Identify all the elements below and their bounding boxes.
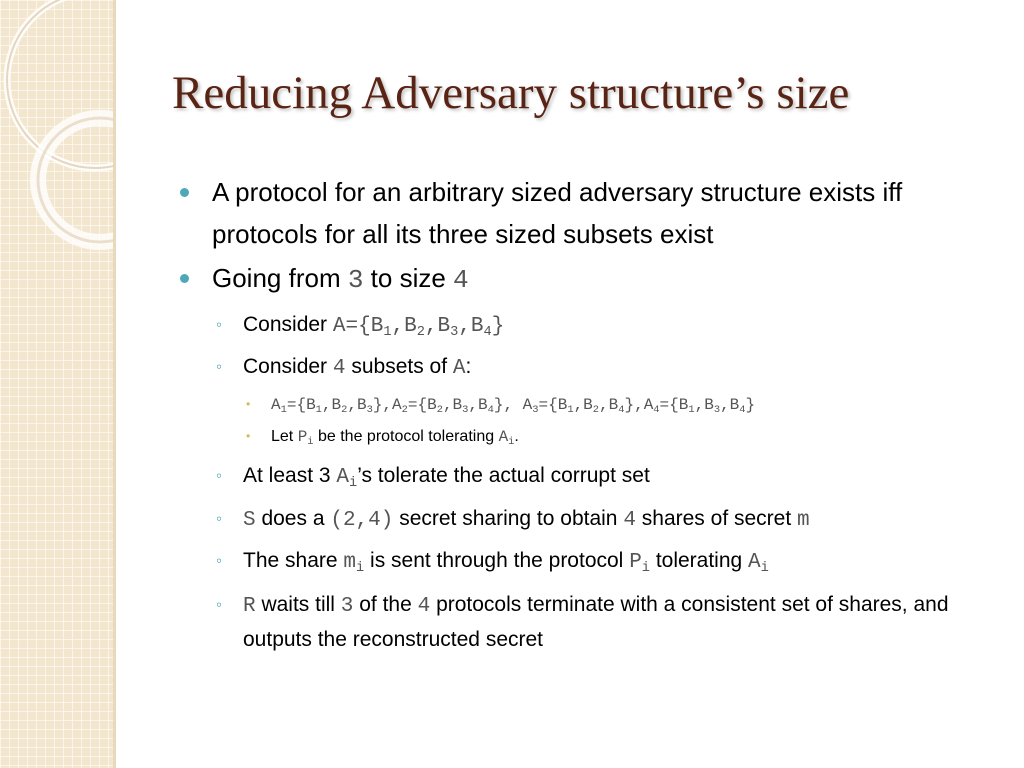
sub-bullet-at-least-three [216,459,650,494]
bullet-text: of the [353,593,418,616]
bullet-text: is sent through the protocol [364,549,630,572]
small-bullet-icon: • [246,429,251,443]
math-text: ={B [538,396,568,414]
math-text: A={B [332,315,384,338]
math-subscript: 4 [653,404,660,417]
math-value: R [243,595,256,618]
math-subscript: 3 [713,404,721,417]
math-text: ,B [391,315,417,338]
math-expression [336,466,358,492]
math-expression [629,551,650,577]
math-value: 4 [332,357,346,380]
math-text: ,B [599,396,619,414]
math-expression [748,551,769,577]
math-text: ={B [286,396,316,414]
decorative-sidebar [0,0,113,768]
slide-title: Reducing Adversary structure’s size [172,67,850,119]
math-expression [297,428,314,449]
math-subscript: 2 [416,325,425,341]
bullet-text: to size [363,263,454,293]
math-text: },A [372,396,402,414]
math-subscript: 3 [462,404,469,417]
math-text: P [297,428,308,446]
math-subscript: 4 [618,404,625,417]
math-subscript: 4 [483,325,492,341]
math-text: ={B [659,396,689,414]
math-text: } [745,396,756,414]
hollow-circle-bullet-icon: ◦ [216,551,223,570]
math-text: P [629,551,642,574]
math-text: ,B [720,396,740,414]
bullet-text: : [465,355,472,378]
sidebar-divider [113,0,116,768]
bullet-going-from [212,257,469,301]
sub-bullet-consider-subsets [216,350,472,385]
bullet-dot-icon [180,274,189,283]
math-value: 4 [623,509,636,532]
math-text: ,B [347,396,367,414]
bullet-text: does a [255,507,331,530]
decorative-circles [0,0,113,300]
math-subscript: 1 [567,404,574,417]
math-text: ,B [458,315,484,338]
hollow-circle-bullet-icon: ◦ [216,315,223,334]
math-value: A [452,357,466,380]
math-expression [332,315,505,341]
math-subscript: 3 [450,325,459,341]
math-subscript: i [307,436,314,449]
sub-bullet-share-sent [216,544,769,579]
bullet-text: waits till [255,593,341,616]
bullet-text: A protocol for an arbitrary sized adversary structure exists iff protocols for all its three sized subsets exist [212,177,903,249]
math-subscript: i [508,436,515,449]
bullet-text: subsets of [345,355,453,378]
sub-bullet-secret-sharing [216,502,810,537]
math-subscript: 1 [280,404,287,417]
hollow-circle-bullet-icon: ◦ [216,357,223,376]
math-text: ,B [694,396,714,414]
bullet-dot-icon [180,188,189,197]
math-text: ,B [424,315,451,338]
sub-sub-bullet-subsets-list [246,393,756,417]
math-value: 3 [347,265,364,295]
sub-bullet-consider-a [216,308,505,343]
sub-bullet-r-waits [216,588,988,656]
bullet-text: . [514,428,519,445]
math-text: m [343,551,356,574]
bullet-text: Let [271,428,298,445]
bullet-text: At least 3 [243,464,337,487]
math-expression [343,551,365,577]
bullet-text: ’s tolerate the actual corrupt set [357,464,650,487]
bullet-text: secret sharing to obtain [393,507,624,530]
math-text: },A [624,396,654,414]
math-value: (2,4) [330,509,394,532]
bullet-text: The share [243,549,344,572]
small-bullet-icon: • [246,397,251,411]
math-subscript: 2 [401,404,408,417]
math-value: m [797,509,810,532]
math-text: A [498,428,509,446]
math-subscript: 1 [688,404,695,417]
hollow-circle-bullet-icon: ◦ [216,466,223,485]
math-text: ,B [321,396,342,414]
bullet-text: be the protocol tolerating [313,428,499,445]
math-subscript: 2 [592,404,600,417]
bullet-text: protocols terminate with a consistent set of shares, and outputs the reconstructed secret [243,593,949,651]
math-text: ,B [468,396,488,414]
math-expression [498,428,515,449]
sub-sub-bullet-let-pi [246,425,519,449]
math-subscript: i [356,561,365,577]
math-text: ={B [407,396,437,414]
math-text: }, A [493,396,533,414]
math-subscript: 1 [315,404,322,417]
math-value: 3 [340,595,354,618]
math-value: 4 [453,265,469,295]
math-subscript: i [349,476,358,492]
math-text: ,B [442,396,463,414]
bullet-text: Consider [243,355,333,378]
math-subscript: i [641,561,650,577]
bullet-text: Going from [212,263,348,293]
math-subscript: 2 [436,404,443,417]
bullet-text: shares of secret [635,507,798,530]
math-text: } [491,315,505,338]
math-text: A [748,551,761,574]
math-subscript: 4 [739,404,746,417]
hollow-circle-bullet-icon: ◦ [216,595,223,614]
math-subscript: 3 [366,404,373,417]
math-value: S [243,509,256,532]
math-subscript: 2 [341,404,348,417]
hollow-circle-bullet-icon: ◦ [216,509,223,528]
math-value: 4 [417,595,431,618]
math-subscript: 1 [383,325,392,341]
math-subscript: 3 [532,404,539,417]
bullet-text: tolerating [649,549,749,572]
math-expression [271,396,756,417]
bullet-text: Consider [243,313,333,336]
math-subscript: i [760,561,769,577]
math-text: A [336,466,349,489]
math-text: A [271,396,281,414]
math-subscript: 4 [487,404,494,417]
bullet-protocol-existence [212,171,972,255]
math-text: ,B [573,396,593,414]
